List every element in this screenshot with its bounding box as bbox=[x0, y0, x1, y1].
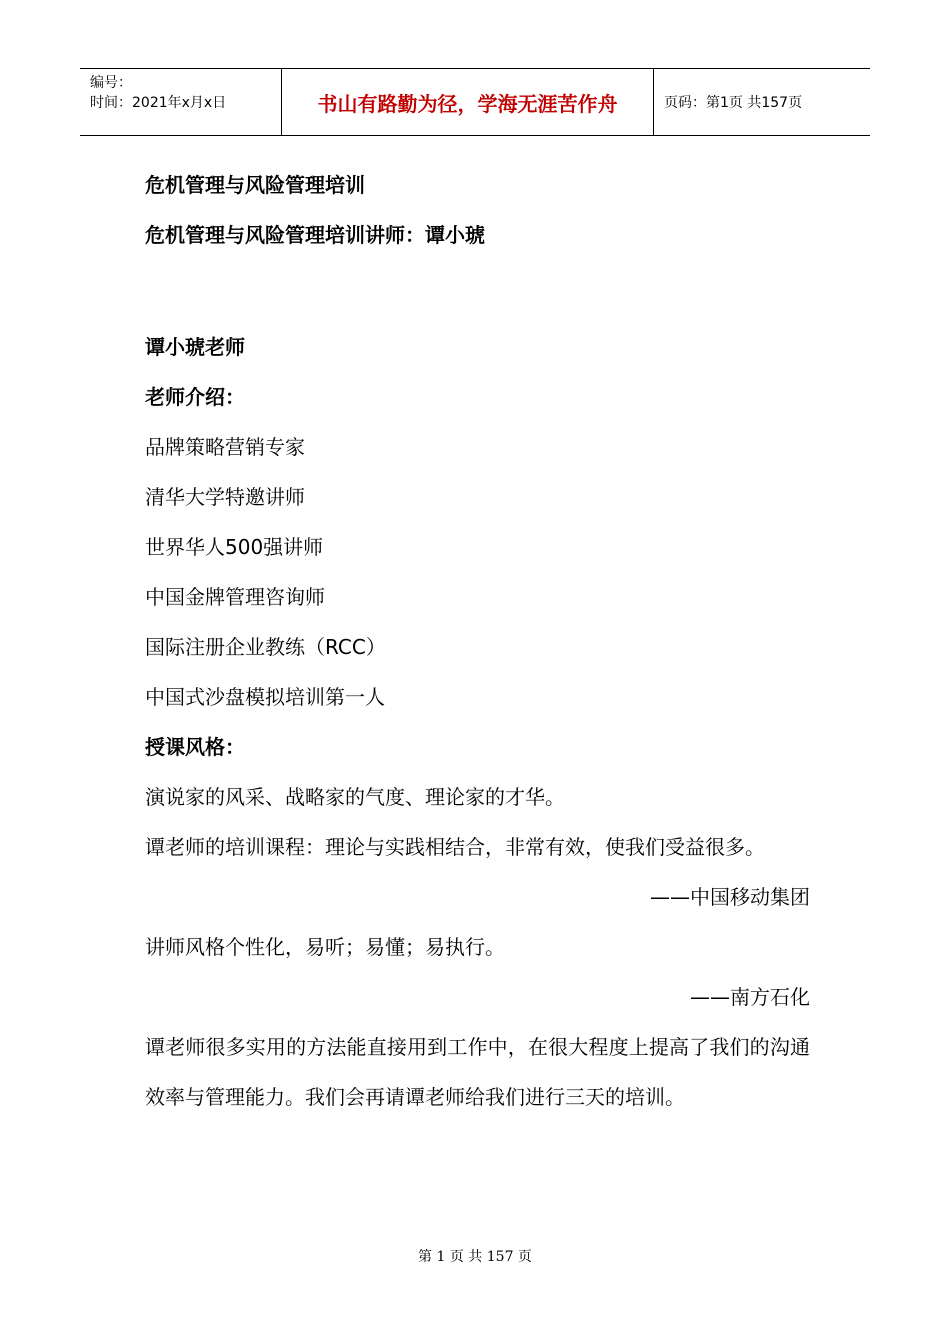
time-label: 时间：2021年x月x日 bbox=[90, 95, 227, 111]
footer-page-number: 第 1 页 共 157 页 bbox=[418, 1249, 532, 1265]
blank-line bbox=[145, 260, 810, 322]
page-header bbox=[80, 68, 870, 136]
header-page-info bbox=[654, 69, 870, 135]
intro-item: 中国式沙盘模拟培训第一人 bbox=[145, 685, 385, 709]
style-text: 演说家的风采、战略家的气度、理论家的才华。 bbox=[145, 785, 565, 809]
header-motto: 书山有路勤为径，学海无涯苦作舟 bbox=[282, 69, 654, 135]
intro-item: 中国金牌管理咨询师 bbox=[145, 585, 325, 609]
testimonial-2-source: ——南方石化 bbox=[690, 985, 810, 1009]
intro-item: 品牌策略营销专家 bbox=[145, 435, 305, 459]
header-meta bbox=[80, 69, 282, 135]
page-label: 页码：第1页 共157页 bbox=[664, 95, 803, 111]
testimonial-1-source: ——中国移动集团 bbox=[650, 885, 810, 909]
intro-item: 世界华人500强讲师 bbox=[145, 535, 324, 559]
intro-item: 国际注册企业教练（RCC） bbox=[145, 635, 386, 659]
page-footer bbox=[0, 1246, 950, 1266]
teacher-heading: 谭小琥老师 bbox=[145, 335, 245, 359]
testimonial-3: 谭老师很多实用的方法能直接用到工作中，在很大程度上提高了我们的沟通效率与管理能力。我们会再请谭老师给我们进行三天的培训。 bbox=[145, 1035, 810, 1109]
testimonial-2: 讲师风格个性化，易听；易懂；易执行。 bbox=[145, 935, 505, 959]
style-heading: 授课风格： bbox=[145, 735, 245, 759]
doc-subtitle: 危机管理与风险管理培训讲师：谭小琥 bbox=[145, 223, 485, 247]
intro-heading: 老师介绍： bbox=[145, 385, 245, 409]
number-label: 编号： bbox=[90, 75, 132, 91]
testimonial-1: 谭老师的培训课程：理论与实践相结合，非常有效，使我们受益很多。 bbox=[145, 835, 765, 859]
document-body bbox=[145, 160, 810, 1122]
intro-item: 清华大学特邀讲师 bbox=[145, 485, 305, 509]
doc-title: 危机管理与风险管理培训 bbox=[145, 173, 365, 197]
